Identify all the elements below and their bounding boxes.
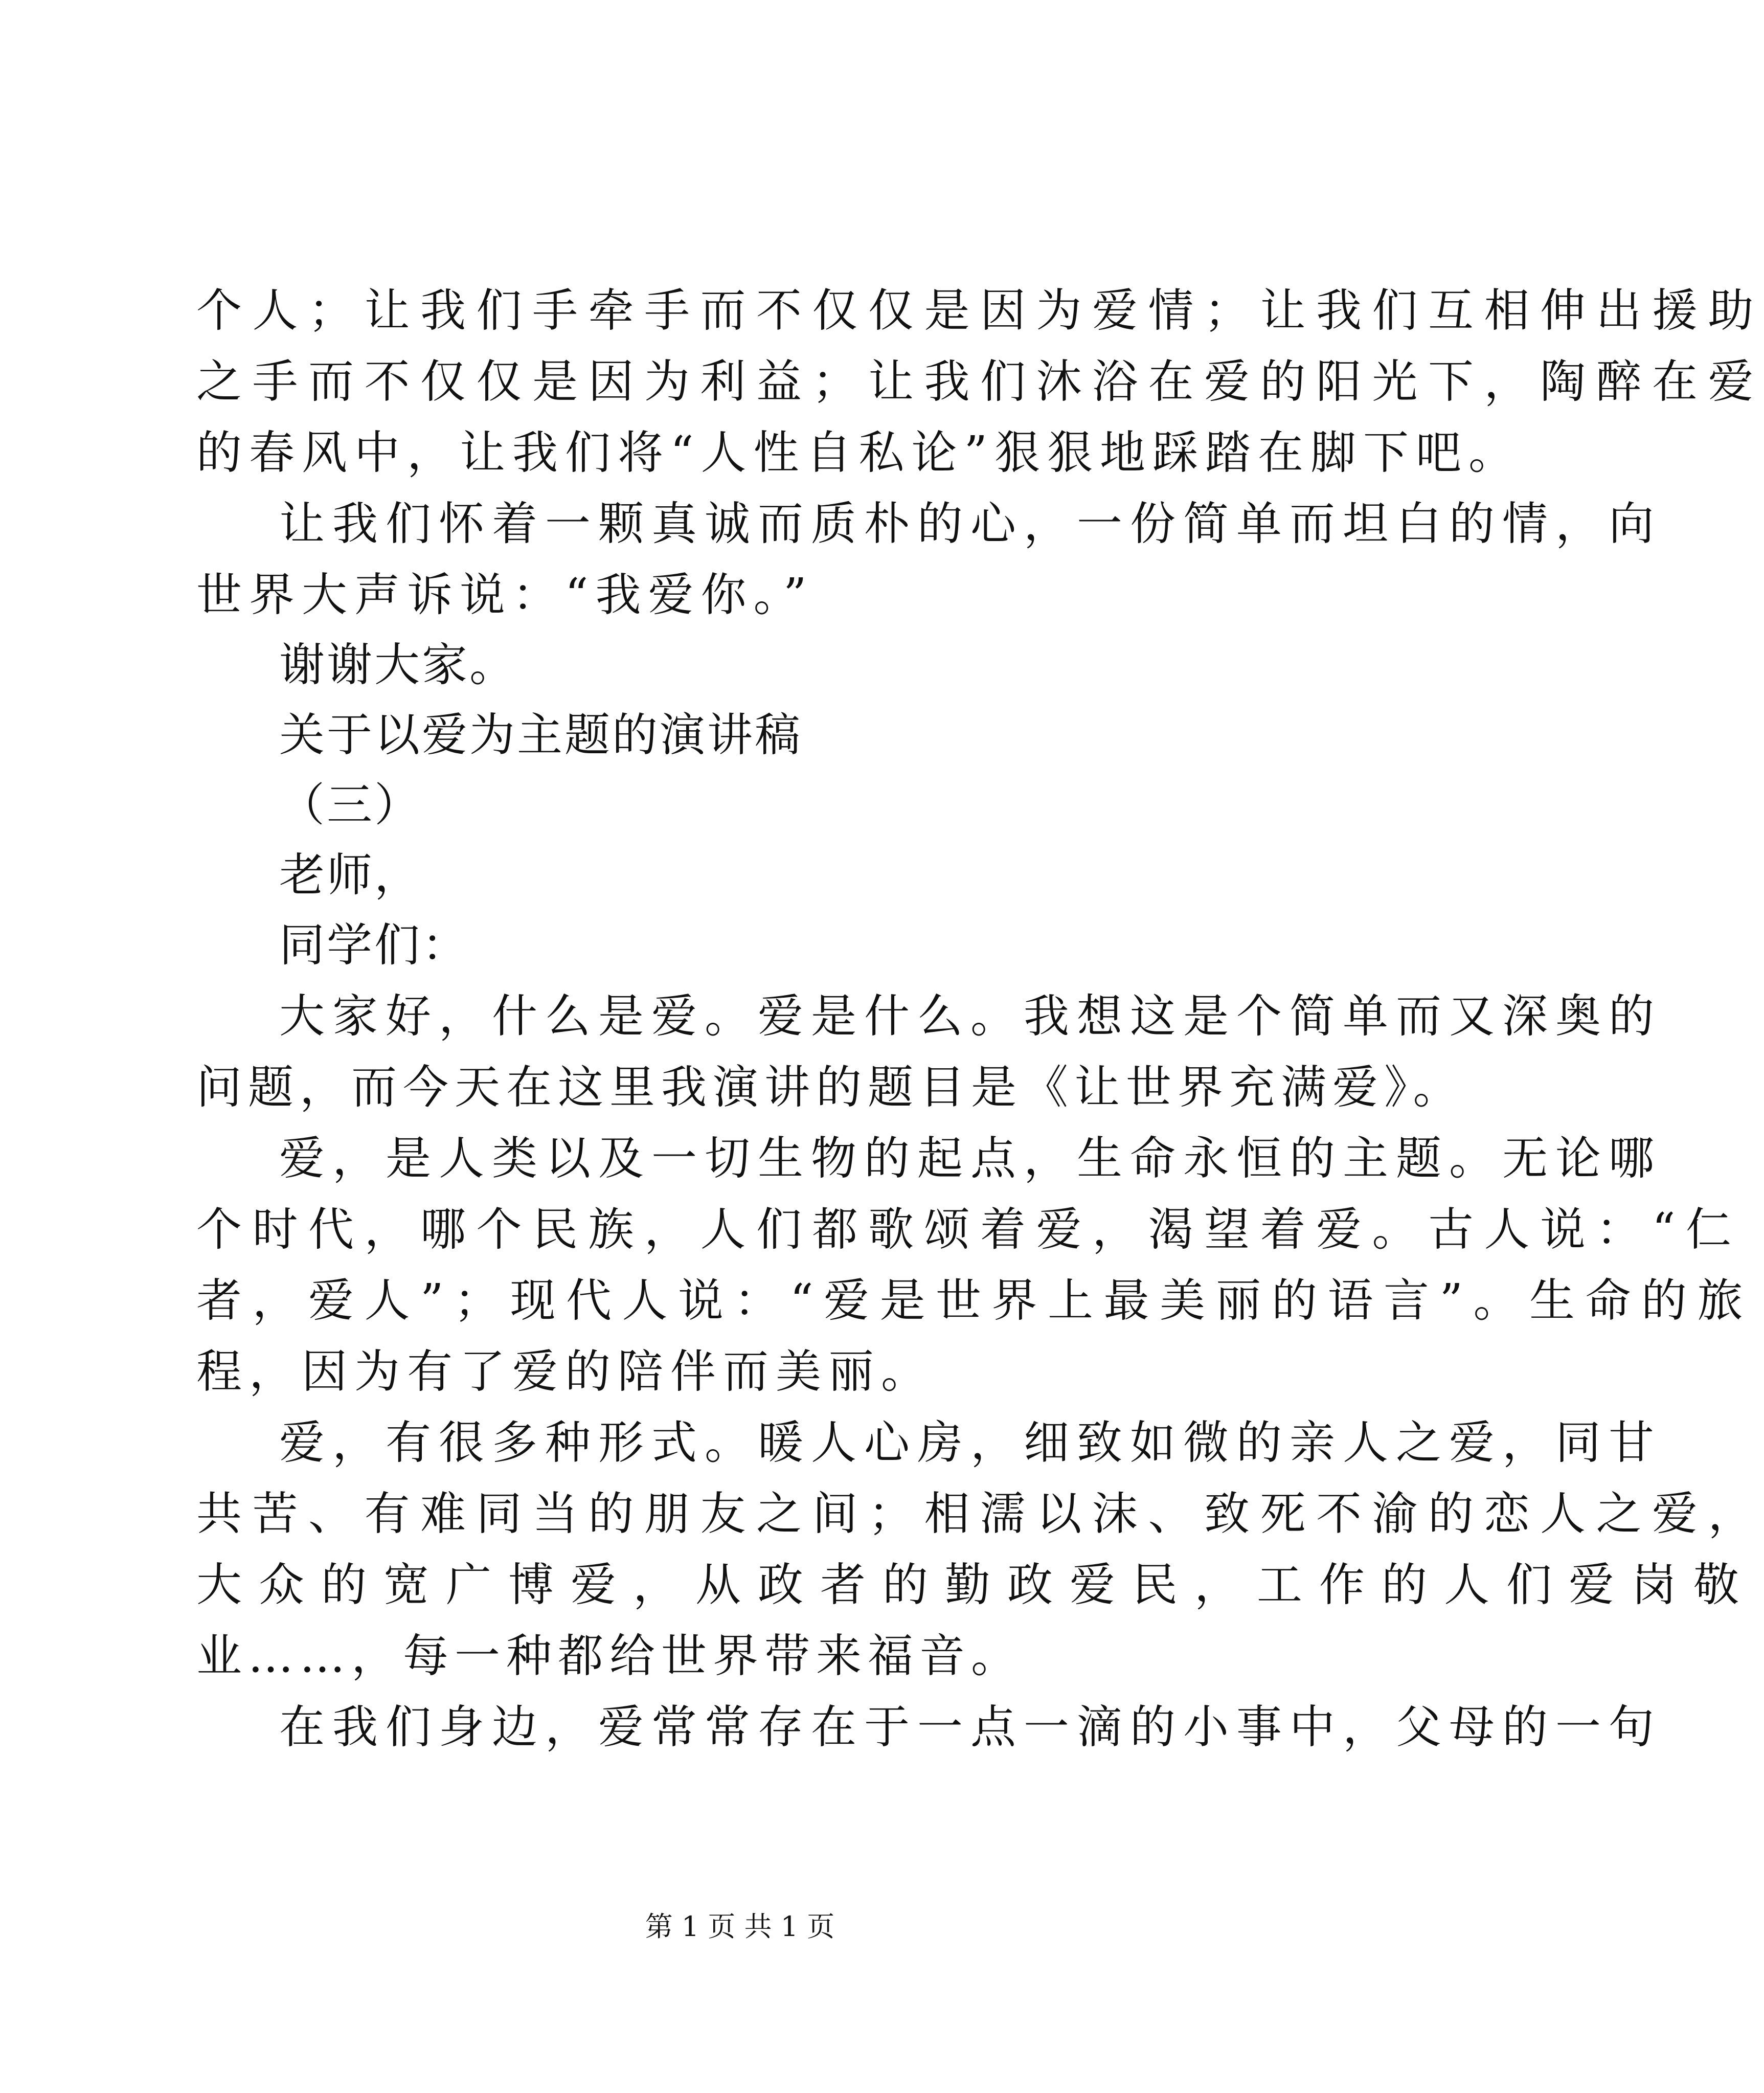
text-line: 关于以爱为主题的演讲稿 bbox=[279, 708, 802, 761]
text-line: 爱，有很多种形式。暖人心房，细致如微的亲人之爱，同甘 bbox=[279, 1416, 1662, 1469]
text-line: 的春风中，让我们将“人性自私论”狠狠地踩踏在脚下吧。 bbox=[196, 426, 1521, 479]
text-line: 个时代，哪个民族，人们都歌颂着爱，渴望着爱。古人说：“仁 bbox=[196, 1203, 1742, 1256]
text-line: 老师， bbox=[279, 848, 422, 902]
text-line: （三） bbox=[279, 778, 422, 831]
text-line: 大家好，什么是爱。爱是什么。我想这是个简单而又深奥的 bbox=[279, 989, 1662, 1043]
text-line: 爱，是人类以及一切生物的起点，生命永恒的主题。无论哪 bbox=[279, 1132, 1662, 1185]
text-line: 之手而不仅仅是因为利益；让我们沐浴在爱的阳光下，陶醉在爱 bbox=[196, 355, 1764, 408]
text-line: 者，爱人”；现代人说：“爱是世界上最美丽的语言”。生命的旅 bbox=[196, 1274, 1753, 1327]
text-line: 谢谢大家。 bbox=[279, 638, 517, 691]
page-footer: 第 1 页 共 1 页 bbox=[645, 1910, 835, 1943]
text-line: 问题，而今天在这里我演讲的题目是《让世界充满爱》。 bbox=[196, 1061, 1465, 1114]
text-line: 同学们： bbox=[279, 918, 469, 972]
text-line: 程，因为有了爱的陪伴而美丽。 bbox=[196, 1345, 934, 1398]
text-line: 业……，每一种都给世界带来福音。 bbox=[196, 1629, 1023, 1682]
text-line: 大众的宽广博爱，从政者的勤政爱民，工作的人们爱岗敬 bbox=[196, 1558, 1756, 1611]
text-line: 世界大声诉说：“我爱你。” bbox=[196, 568, 814, 621]
text-line: 个人；让我们手牵手而不仅仅是因为爱情；让我们互相伸出援助 bbox=[196, 284, 1764, 337]
text-line: 让我们怀着一颗真诚而质朴的心，一份简单而坦白的情，向 bbox=[279, 497, 1662, 550]
text-line: 共苦、有难同当的朋友之间；相濡以沫、致死不渝的恋人之爱， bbox=[196, 1487, 1764, 1540]
text-line: 在我们身边，爱常常存在于一点一滴的小事中，父母的一句 bbox=[279, 1700, 1662, 1753]
